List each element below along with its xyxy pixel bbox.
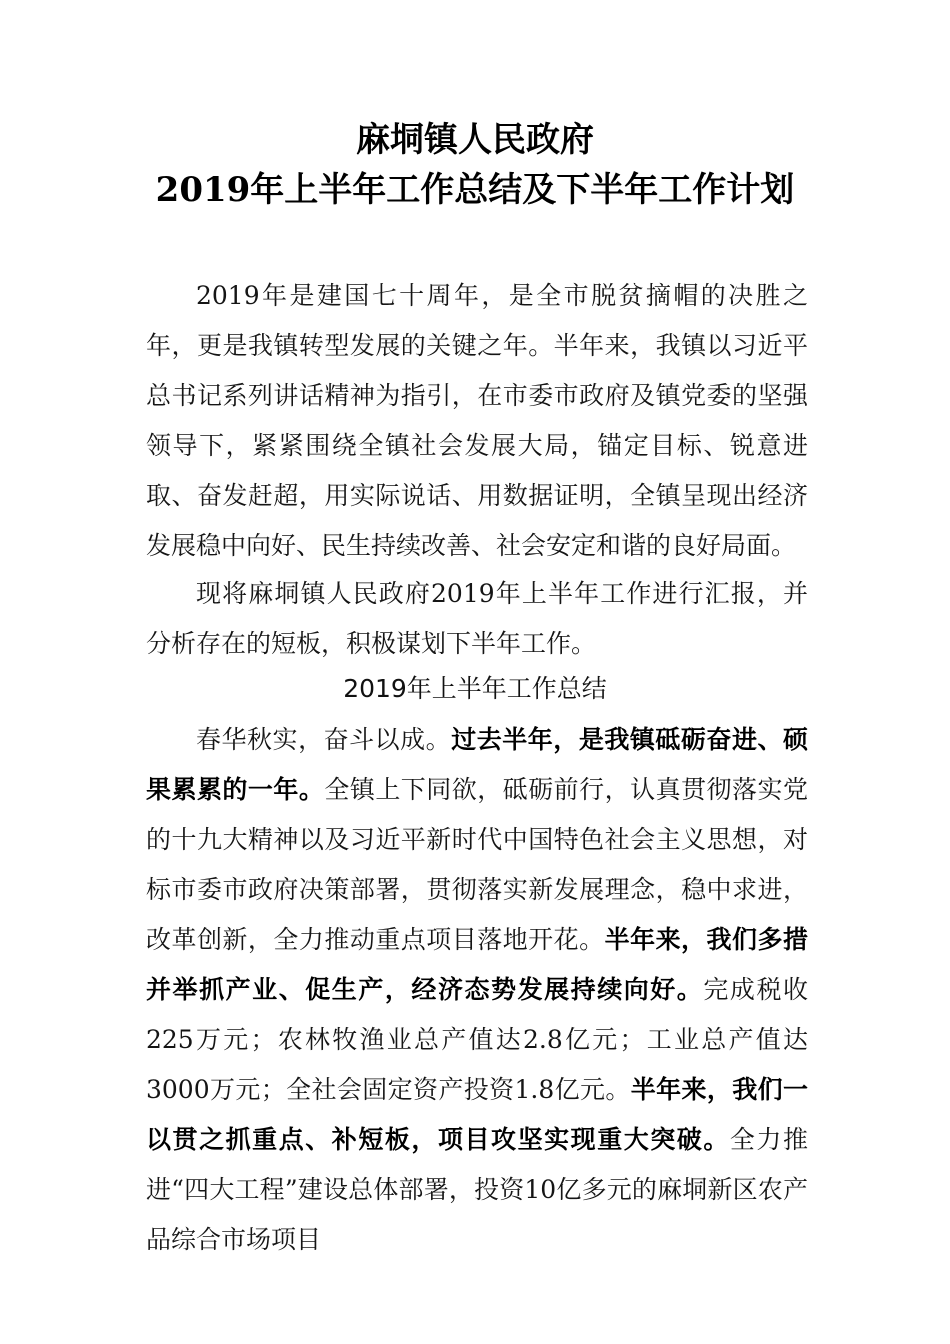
summary-sentence-1: 春华秋实，奋斗以成。 [196,725,452,754]
summary-sentence-7: 全力推进“四大工程”建设总体部署，投资10亿多元的麻垌新区农产品综合市场项目 [146,1125,808,1254]
summary-paragraph [146,715,808,1265]
summary-highlight-3: 半年来，我们一以贯之抓重点、补短板，项目攻坚实现重大突破。 [146,1075,808,1154]
summary-paragraph-block [146,715,808,1265]
intro-paragraph: 2019年是建国七十周年，是全市脱贫摘帽的决胜之年，更是我镇转型发展的关键之年。半年来，我镇以习近平总书记系列讲话精神为指引，在市委市政府及镇党委的坚强领导下，紧紧围绕全镇社会发展大局，锚定目标、锐意进取、奋发赶超，用实际说话、用数据证明，全镇呈现出经济发展稳中向好、民生持续改善、社会安定和谐的良好局面。 [146,281,808,560]
report-paragraph: 现将麻垌镇人民政府2019年上半年工作进行汇报，并分析存在的短板，积极谋划下半年工作。 [146,579,808,658]
summary-highlight-2: 半年来，我们多措并举抓产业、促生产，经济态势发展持续向好。 [146,925,808,1004]
document-title-line1: 麻垌镇人民政府 [356,120,594,160]
document-title-line2: 2019年上半年工作总结及下半年工作计划 [155,170,795,210]
summary-highlight-1: 过去半年，是我镇砥砺奋进、硕果累累的一年。 [146,725,808,804]
section-heading: 2019年上半年工作总结 [343,674,607,703]
summary-sentence-5: 完成税收225万元；农林牧渔业总产值达2.8亿元；工业总产值达3000万元；全社会固定资产投资1.8亿元。 [146,975,808,1104]
summary-sentence-3: 全镇上下同欲，砥砺前行，认真贯彻落实党的十九大精神以及习近平新时代中国特色社会主义思想，对标市委市政府决策部署，贯彻落实新发展理念，稳中求进，改革创新，全力推动重点项目落地开花。 [146,775,808,954]
report-paragraph-block [146,569,808,669]
intro-paragraph-block [146,271,808,571]
